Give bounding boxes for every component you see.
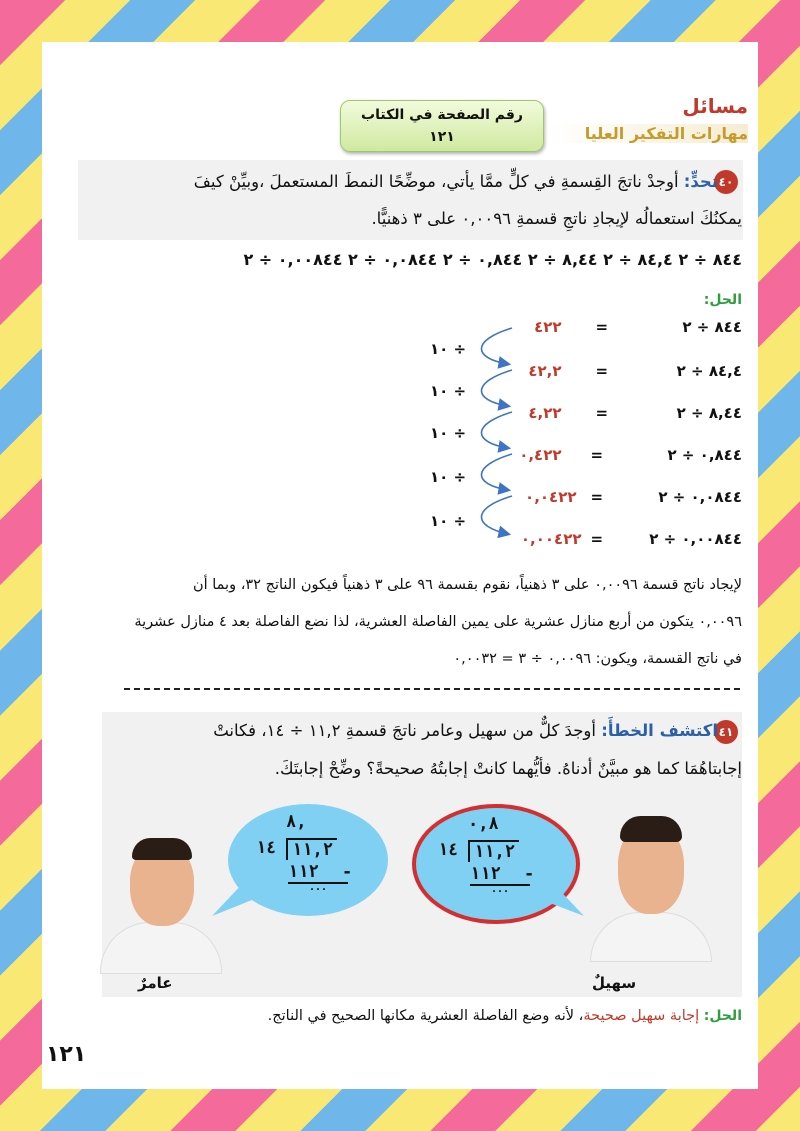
row-result: ٤,٢٢: [528, 404, 562, 422]
suhail-bubble-tail: [542, 880, 584, 920]
q40-solution-label: الحل:: [703, 292, 742, 308]
suhail-dividend: ١١,٢: [468, 840, 519, 862]
suhail-remainder: ٠٠٠: [470, 884, 530, 897]
q40-line1-text: أوجدْ ناتجَ القِسمةِ في كلٍّ ممَّا يأتي، موضِّحًا النمطَ المستعملَ ،وبيِّنْ كيفَ: [193, 172, 679, 191]
suhail-subtract: ١١٢: [470, 864, 501, 884]
row-expr: ٨٤٤ ÷ ٢: [682, 318, 742, 336]
q40-line1: [78, 165, 718, 198]
suhail-minus-sign: -: [524, 864, 535, 884]
amer-remainder: ٠٠٠: [288, 882, 348, 895]
q41-line1: [98, 714, 718, 747]
row-expr: ٠,٠٨٤٤ ÷ ٢: [658, 488, 742, 506]
step-arrows: [472, 322, 532, 552]
page-ref-label: رقم الصفحة في الكتاب: [361, 107, 523, 123]
q41-solution-rest: ، لأنه وضع الفاصلة العشرية مكانها الصحيح في الناتج.: [267, 1008, 584, 1024]
q41-line1-text: أوجدَ كلٌّ من سهيل وعامر ناتجَ قسمةِ ١١,٢ ÷ ١٤، فكانتْ: [213, 721, 596, 740]
arrow-icon: [481, 454, 512, 490]
arrow-icon: [481, 370, 512, 406]
row-expr: ٨,٤٤ ÷ ٢: [676, 404, 742, 422]
suhail-picture: [590, 812, 710, 962]
section-title: مسائل: [682, 94, 748, 118]
step-label-5: ÷ ١٠: [430, 512, 467, 530]
q40-explanation-2: ٠,٠٠٩٦ يتكون من أربع منازل عشرية على يمين الفاصلة العشرية، لذا نضع الفاصلة بعد ٤ منازل عشرية: [134, 614, 742, 630]
step-label-2: ÷ ١٠: [430, 382, 467, 400]
row-equals: =: [590, 488, 604, 506]
hair-icon: [132, 838, 192, 860]
q40-keyword: تحدٍّ:: [683, 172, 718, 191]
section-divider: [124, 688, 740, 690]
q41-number-badge: ٤١: [714, 720, 738, 744]
row-equals: =: [595, 362, 609, 380]
row-result: ٠,٠٠٤٢٢: [520, 530, 582, 548]
worksheet-page: [42, 42, 758, 1089]
q41-solution-label: الحل:: [703, 1008, 742, 1024]
book-page-reference: [340, 100, 544, 152]
arrow-icon: [481, 496, 512, 534]
step-label-3: ÷ ١٠: [430, 424, 467, 442]
suhail-quotient: ٠,٨: [468, 814, 499, 834]
amer-quotient: ٨,: [286, 812, 307, 832]
amer-divisor: ١٤: [256, 838, 277, 858]
amer-speech-bubble: [228, 804, 388, 916]
arrow-icon: [481, 328, 512, 364]
page-number: ١٢١: [46, 1042, 87, 1067]
step-label-4: ÷ ١٠: [430, 468, 467, 486]
q40-line2: يمكنُكَ استعمالُه لإيجادِ ناتجِ قسمةِ ٠,٠٠٩٦ على ٣ ذهنيًّا.: [371, 209, 742, 228]
amer-dividend: ١١,٢: [286, 838, 337, 860]
row-equals: =: [590, 530, 604, 548]
amer-bubble-tail: [212, 880, 252, 920]
step-label-1: ÷ ١٠: [430, 340, 467, 358]
row-result: ٤٢,٢: [528, 362, 562, 380]
row-equals: =: [590, 446, 604, 464]
amer-name: عامرٌ: [138, 974, 173, 992]
q41-solution: [62, 1008, 742, 1024]
amer-picture: [100, 832, 220, 982]
thobe-icon: [590, 912, 712, 962]
q40-explanation-1: لإيجاد ناتج قسمة ٠,٠٠٩٦ على ٣ ذهنياً، نقوم بقسمة ٩٦ على ٣ ذهنياً فيكون الناتج ٣٢، وبما أن: [192, 577, 742, 593]
page-ref-number: ١٢١: [429, 129, 455, 145]
section-subtitle: مهارات التفكير العليا: [548, 124, 748, 143]
row-result: ٠,٠٤٢٢: [525, 488, 577, 506]
thobe-icon: [100, 922, 222, 974]
row-expr: ٨٤,٤ ÷ ٢: [676, 362, 742, 380]
q41-line2: إجابتاهُمَا كما هو مبيَّنٌ أدناهُ. فأيُّهما كانتْ إجابتُهُ صحيحةً؟ وضِّحْ إجابتَكَ.: [274, 759, 742, 778]
q41-solution-highlight: إجابة سهيل صحيحة: [583, 1008, 700, 1024]
q40-number-badge: ٤٠: [714, 170, 738, 194]
suhail-divisor: ١٤: [438, 840, 459, 860]
row-equals: =: [595, 318, 609, 336]
amer-minus-sign: -: [342, 862, 353, 882]
q40-sequence: ٨٤٤ ÷ ٢ ٨٤,٤ ÷ ٢ ٨,٤٤ ÷ ٢ ٠,٨٤٤ ÷ ٢ ٠,٠٨٤٤ ÷ ٢ ٠,٠٠٨٤٤ ÷ ٢: [243, 250, 742, 269]
arrow-icon: [481, 412, 512, 448]
row-expr: ٠,٨٤٤ ÷ ٢: [667, 446, 742, 464]
q40-explanation-3: في ناتج القسمة، ويكون: ٠,٠٠٩٦ ÷ ٣ = ٠,٠٠٣٢: [453, 651, 742, 667]
suhail-name: سهيلٌ: [592, 974, 637, 992]
q41-keyword: اكتشف الخطأَ:: [601, 721, 718, 740]
row-result: ٠,٤٢٢: [519, 446, 562, 464]
row-result: ٤٢٢: [534, 318, 562, 336]
row-expr: ٠,٠٠٨٤٤ ÷ ٢: [649, 530, 742, 548]
row-equals: =: [595, 404, 609, 422]
hair-icon: [620, 816, 682, 842]
amer-subtract: ١١٢: [288, 862, 319, 882]
